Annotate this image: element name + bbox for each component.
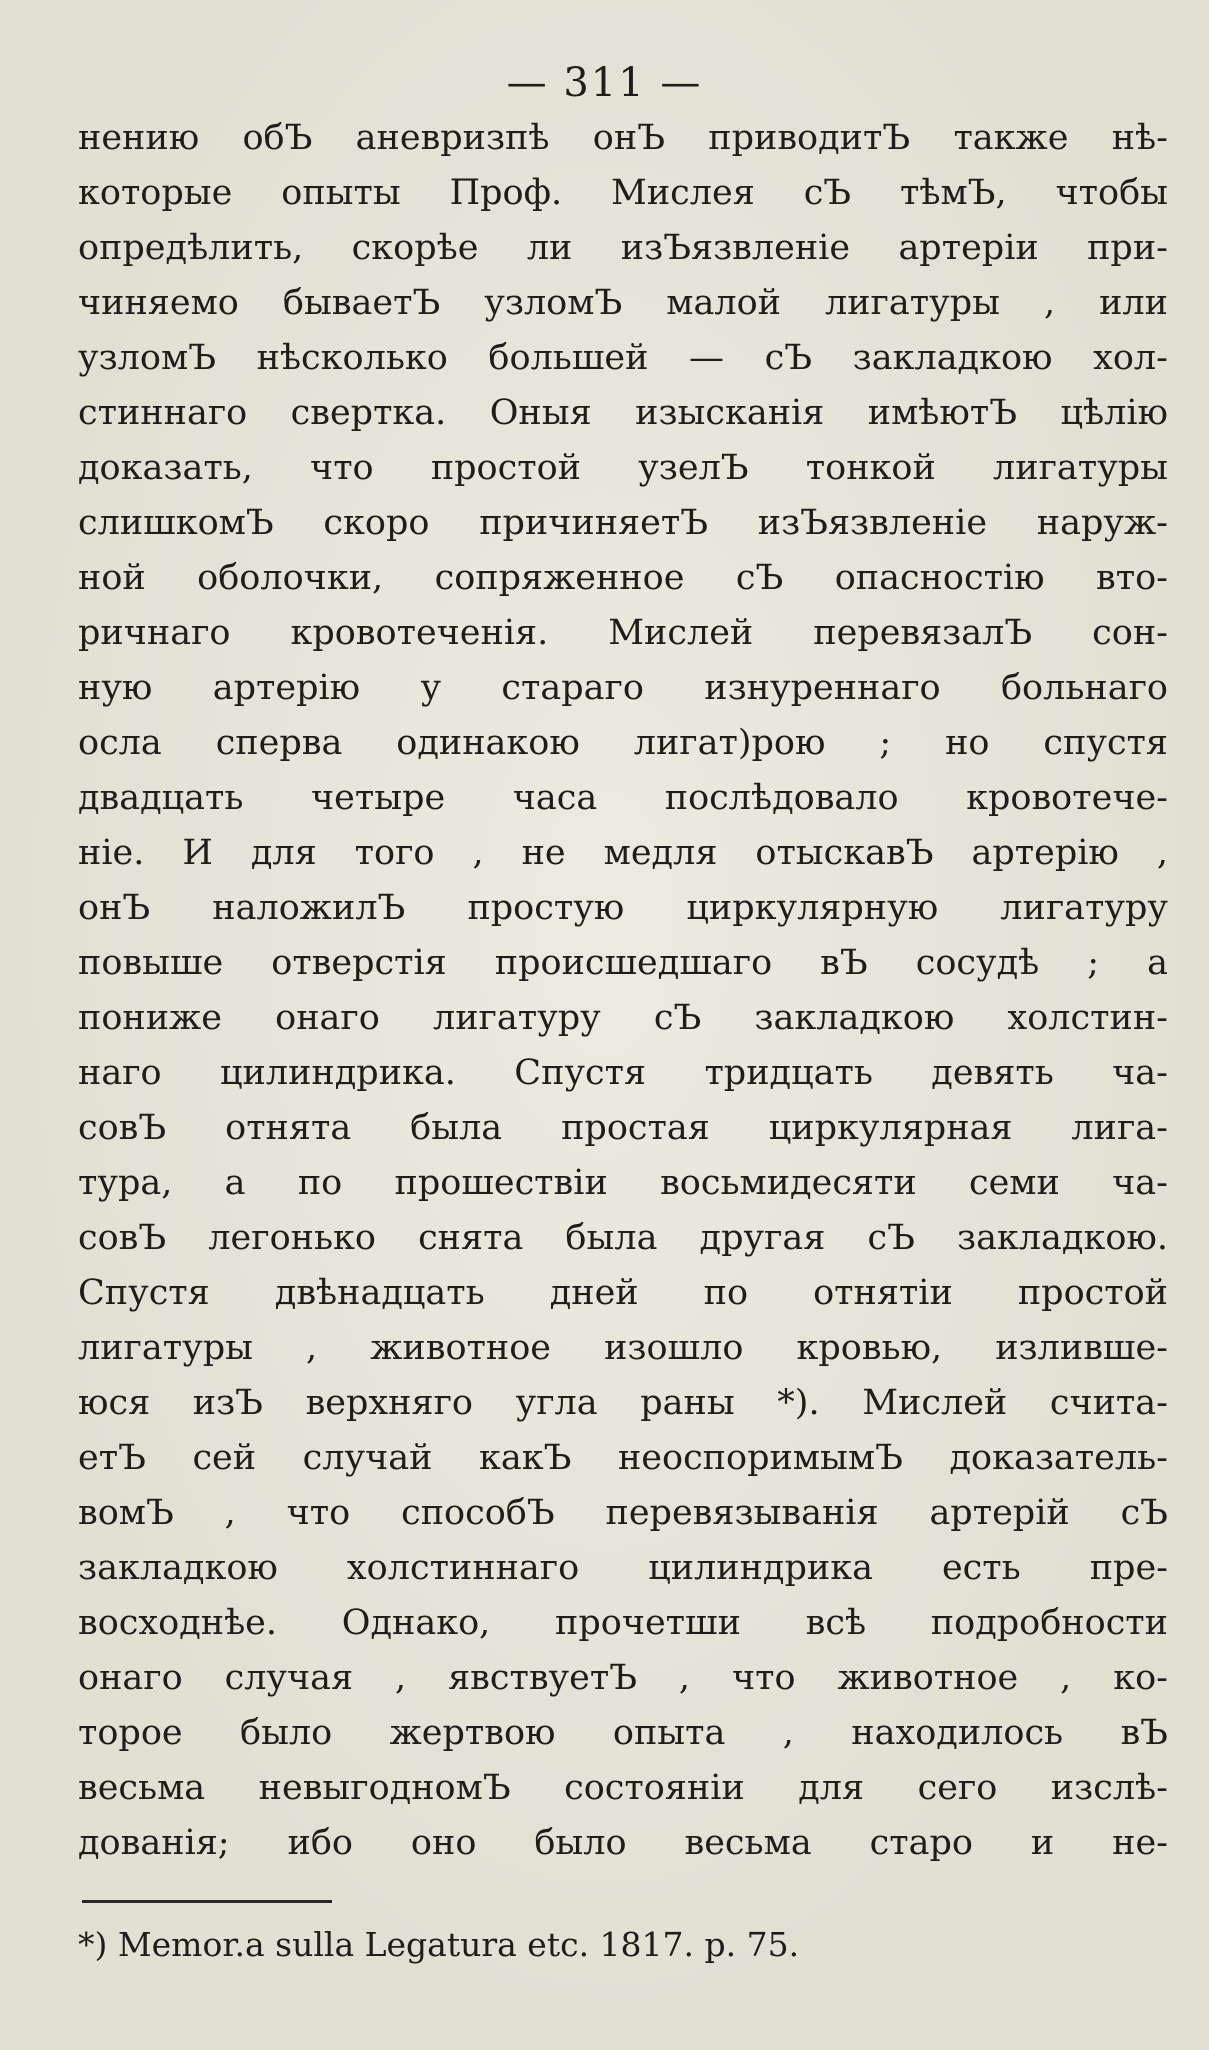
- text-line: пониже онаго лигатуру сЪ закладкою холстин-: [78, 998, 1168, 1038]
- text-line: чиняемо бываетЪ узломЪ малой лигатуры , или: [78, 283, 1168, 323]
- text-line: лигатуры , животное изошло кровью, изливше-: [78, 1328, 1168, 1368]
- page-number: — 311 —: [506, 60, 703, 106]
- text-line: онЪ наложилЪ простую циркулярную лигатуру: [78, 888, 1168, 928]
- text-line: весьма невыгодномЪ состояніи для сего изслѣ-: [78, 1768, 1168, 1808]
- text-line: совЪ отнята была простая циркулярная лига-: [78, 1108, 1168, 1148]
- text-line: опредѣлить, скорѣе ли изЪязвленіе артеріи при-: [78, 228, 1168, 268]
- text-line: двадцать четыре часа послѣдовало кровотече-: [78, 778, 1168, 818]
- text-line: ной оболочки, сопряженное сЪ опасностію вто-: [78, 558, 1168, 598]
- text-line: етЪ сей случай какЪ неоспоримымЪ доказатель-: [78, 1438, 1168, 1478]
- text-line: дованія; ибо оно было весьма старо и не-: [78, 1823, 1168, 1863]
- text-line: юся изЪ верхняго угла раны *). Мислей счита-: [78, 1383, 1168, 1423]
- text-line: онаго случая , явствуетЪ , что животное , ко-: [78, 1658, 1168, 1698]
- text-line: узломЪ нѣсколько большей — сЪ закладкою хол-: [78, 338, 1168, 378]
- footnote-rule: [82, 1900, 332, 1903]
- body-text: [78, 111, 1168, 1871]
- text-line: восходнѣе. Однако, прочетши всѣ подробности: [78, 1603, 1168, 1643]
- text-line: нению обЪ аневризпѣ онЪ приводитЪ также нѣ-: [78, 118, 1168, 158]
- text-line: наго цилиндрика. Спустя тридцать девять ча-: [78, 1053, 1168, 1093]
- text-line: тура, а по прошествіи восьмидесяти семи ча-: [78, 1163, 1168, 1203]
- text-line: ную артерію у стараго изнуреннаго больнаго: [78, 668, 1168, 708]
- text-line: Спустя двѣнадцать дней по отнятіи простой: [78, 1273, 1168, 1313]
- footnote: *) Memor.a sulla Legatura etc. 1817. p. 75.: [78, 1925, 800, 1964]
- text-line: ніе. И для того , не медля отыскавЪ артерію ,: [78, 833, 1168, 873]
- text-line: торое было жертвою опыта , находилось вЪ: [78, 1713, 1168, 1753]
- text-line: осла сперва одинакою лигат)рою ; но спустя: [78, 723, 1168, 763]
- text-line: вомЪ , что способЪ перевязыванія артерій сЪ: [78, 1493, 1168, 1533]
- text-line: доказать, что простой узелЪ тонкой лигатуры: [78, 448, 1168, 488]
- text-line: повыше отверстія происшедшаго вЪ сосудѣ ; а: [78, 943, 1168, 983]
- text-line: ричнаго кровотеченія. Мислей перевязалЪ сон-: [78, 613, 1168, 653]
- text-line: совЪ легонько снята была другая сЪ закладкою.: [78, 1218, 1168, 1258]
- text-line: закладкою холстиннаго цилиндрика есть пре-: [78, 1548, 1168, 1588]
- text-line: стиннаго свертка. Оныя изысканія имѣютЪ цѣлію: [78, 393, 1168, 433]
- text-line: слишкомЪ скоро причиняетЪ изЪязвленіе наруж-: [78, 503, 1168, 543]
- text-line: которые опыты Проф. Мислея сЪ тѣмЪ, чтобы: [78, 173, 1168, 213]
